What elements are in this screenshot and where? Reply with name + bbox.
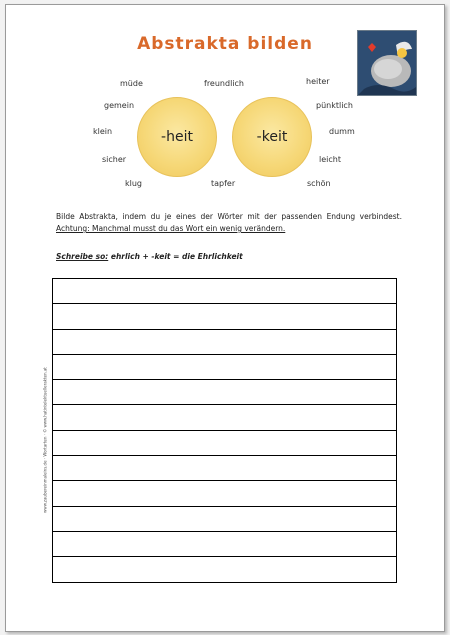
writing-line[interactable] bbox=[52, 480, 397, 505]
writing-line[interactable] bbox=[52, 531, 397, 556]
word-tapfer: tapfer bbox=[211, 179, 236, 188]
word-dumm: dumm bbox=[329, 127, 355, 136]
example-line bbox=[56, 252, 243, 261]
writing-line[interactable] bbox=[52, 404, 397, 429]
writing-line[interactable] bbox=[52, 430, 397, 455]
suffix-circle-keit bbox=[232, 97, 312, 177]
writing-line[interactable] bbox=[52, 506, 397, 531]
rock-heart-illustration bbox=[358, 31, 416, 95]
word-schoen: schön bbox=[307, 179, 331, 188]
word-muede: müde bbox=[120, 79, 143, 88]
suffix-heit: -heit bbox=[161, 129, 193, 145]
writing-lines bbox=[52, 278, 397, 583]
side-credit-text: www.zaubereinmaleins.de · Wortarten · © www.hatintelektuellerakten.at bbox=[42, 367, 48, 513]
instructions-achtung: Achtung: Manchmal musst du das Wort ein wenig verändern. bbox=[56, 224, 286, 233]
word-freundlich: freundlich bbox=[204, 79, 244, 88]
writing-line[interactable] bbox=[52, 278, 397, 303]
word-puenktlich: pünktlich bbox=[316, 101, 353, 110]
word-klug: klug bbox=[125, 179, 143, 188]
instructions bbox=[56, 211, 402, 235]
suffix-circle-heit bbox=[137, 97, 217, 177]
writing-line[interactable] bbox=[52, 329, 397, 354]
writing-line[interactable] bbox=[52, 354, 397, 379]
side-credit bbox=[40, 300, 50, 580]
instructions-text: Bilde Abstrakta, indem du je eines der Wörter mit der passenden Endung verbindest. bbox=[56, 212, 402, 221]
suffix-keit: -keit bbox=[256, 129, 288, 145]
word-klein: klein bbox=[93, 127, 113, 136]
word-sicher: sicher bbox=[102, 155, 127, 164]
example-label: Schreibe so: bbox=[56, 252, 109, 261]
writing-line[interactable] bbox=[52, 556, 397, 582]
clipart-image bbox=[357, 30, 417, 96]
example-text: ehrlich + -keit = die Ehrlichkeit bbox=[110, 252, 243, 261]
page-title: Abstrakta bilden bbox=[137, 34, 313, 54]
writing-line[interactable] bbox=[52, 379, 397, 404]
word-heiter: heiter bbox=[306, 77, 330, 86]
word-leicht: leicht bbox=[319, 155, 341, 164]
word-gemein: gemein bbox=[104, 101, 135, 110]
writing-line[interactable] bbox=[52, 455, 397, 480]
writing-line[interactable] bbox=[52, 303, 397, 328]
